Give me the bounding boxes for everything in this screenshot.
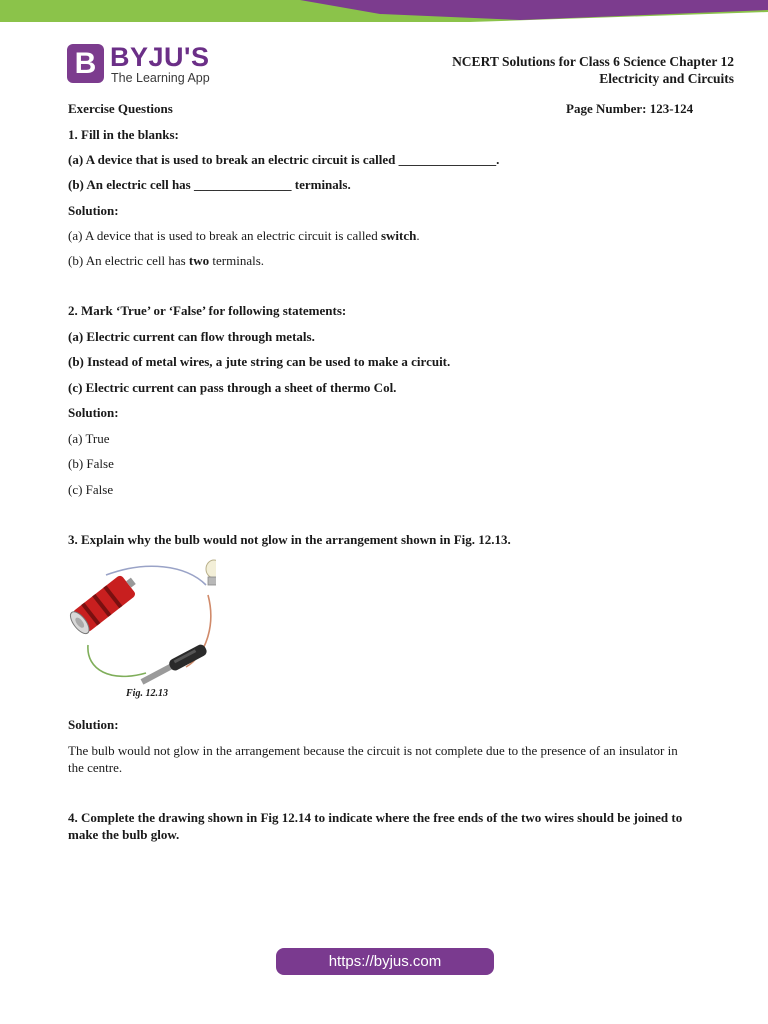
answer-keyword: two bbox=[188, 253, 210, 268]
figure-caption: Fig. 12.13 bbox=[126, 688, 168, 699]
logo-mark: B bbox=[67, 44, 104, 83]
circuit-figure-illustration bbox=[66, 555, 216, 705]
q2-solution-label: Solution: bbox=[68, 405, 119, 420]
q1-question: 1. Fill in the blanks: bbox=[68, 127, 179, 142]
q1-part-b: (b) An electric cell has _______________ terminals. bbox=[68, 177, 351, 192]
q3-solution-label: Solution: bbox=[68, 717, 119, 732]
logo-name: BYJU'S bbox=[110, 42, 210, 72]
q1-answer-b: (b) An electric cell has two terminals. bbox=[68, 253, 265, 268]
byjus-logo bbox=[67, 44, 237, 88]
q1-part-a: (a) A device that is used to break an electric circuit is called _______________. bbox=[68, 152, 500, 167]
q3-question: 3. Explain why the bulb would not glow in the arrangement shown in Fig. 12.13. bbox=[68, 532, 511, 547]
q1-answer-a: (a) A device that is used to break an electric circuit is called switch. bbox=[68, 228, 420, 243]
q2-part-c: (c) Electric current can pass through a sheet of thermo Col. bbox=[68, 380, 397, 395]
q3-answer: The bulb would not glow in the arrangement because the circuit is not complete due to the presence of an insulator in the centre. bbox=[68, 743, 678, 775]
document-header bbox=[452, 53, 734, 87]
header-title-line1: NCERT Solutions for Class 6 Science Chapter 12 bbox=[452, 54, 734, 69]
q2-part-b: (b) Instead of metal wires, a jute string can be used to make a circuit. bbox=[68, 354, 451, 369]
q2-answer-a: (a) True bbox=[68, 431, 110, 446]
q2-answer-c: (c) False bbox=[68, 482, 114, 497]
section-title: Exercise Questions bbox=[68, 101, 173, 116]
q4-question: 4. Complete the drawing shown in Fig 12.14 to indicate where the free ends of the two wires should be joined to make the bulb glow. bbox=[68, 810, 683, 842]
answer-keyword: switch bbox=[380, 228, 417, 243]
header-title-line2: Electricity and Circuits bbox=[599, 71, 734, 86]
logo-tagline: The Learning App bbox=[111, 71, 210, 85]
footer-url-link[interactable]: https://byjus.com bbox=[276, 948, 494, 975]
top-decorative-band bbox=[0, 0, 768, 22]
page-number: Page Number: 123-124 bbox=[566, 101, 694, 116]
q2-part-a: (a) Electric current can flow through metals. bbox=[68, 329, 315, 344]
q1-solution-label: Solution: bbox=[68, 203, 119, 218]
q2-answer-b: (b) False bbox=[68, 456, 114, 471]
q2-question: 2. Mark ‘True’ or ‘False’ for following statements: bbox=[68, 303, 347, 318]
